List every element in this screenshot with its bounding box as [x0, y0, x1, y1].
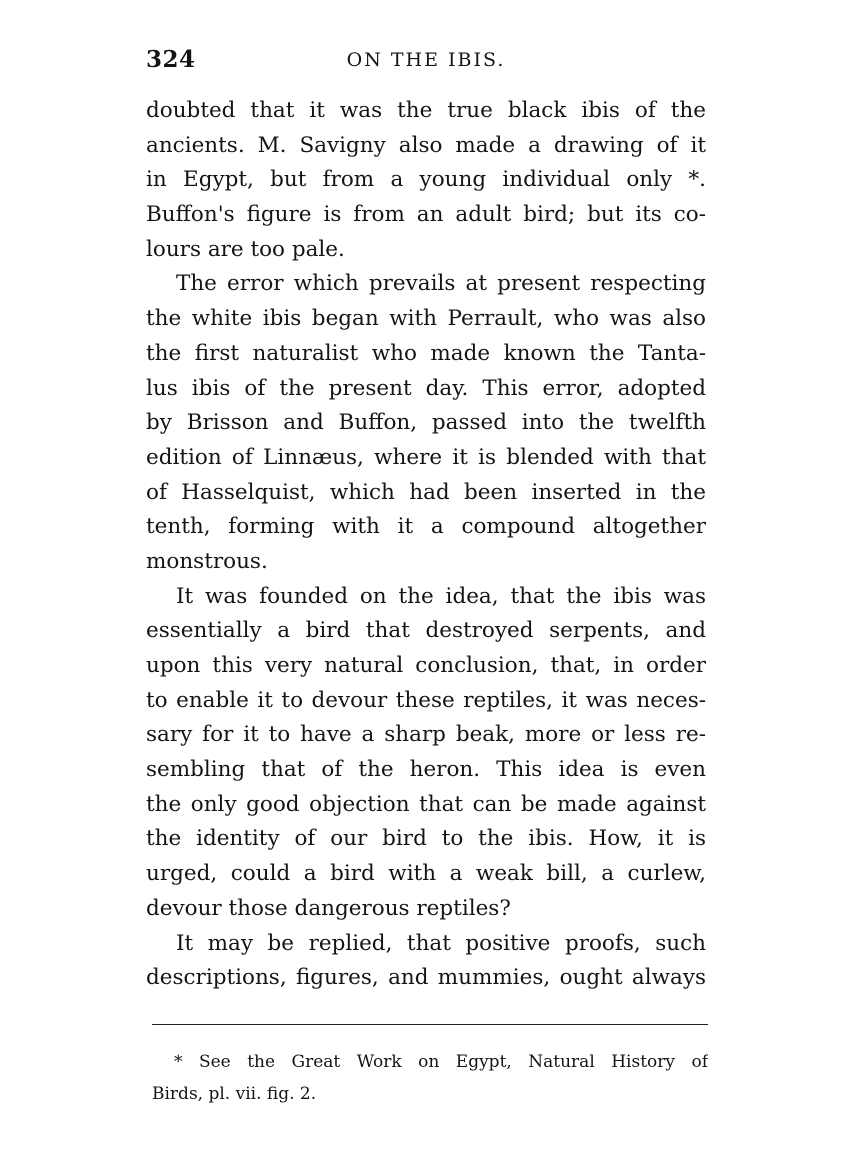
text-line: tenth, forming with it a compound altogether: [146, 514, 706, 540]
text-line: It may be replied, that positive proofs, such: [176, 930, 706, 956]
footnote-rule: [152, 1024, 708, 1025]
running-title: ON THE IBIS.: [346, 49, 506, 71]
text-line: sembling that of the heron. This idea is even: [146, 757, 706, 783]
footnote-line: * See the Great Work on Egypt, Natural History of: [174, 1052, 708, 1072]
text-line: upon this very natural conclusion, that, in order: [146, 653, 706, 678]
text-line: the white ibis began with Perrault, who was also: [146, 306, 706, 332]
running-head: [146, 40, 706, 80]
text-line: edition of Linnæus, where it is blended with that: [146, 444, 706, 470]
text-line: to enable it to devour these reptiles, it was neces-: [146, 687, 706, 713]
text-line: doubted that it was the true black ibis of the: [146, 98, 706, 123]
text-line: essentially a bird that destroyed serpents, and: [146, 618, 706, 644]
footnote: [152, 1046, 708, 1110]
text-line: the identity of our bird to the ibis. How, it is: [146, 826, 706, 852]
footnote-line: Birds, pl. vii. fig. 2.: [152, 1084, 317, 1104]
text-line: urged, could a bird with a weak bill, a curlew,: [146, 861, 706, 887]
page-number: 324: [146, 46, 196, 73]
text-line: Buffon's figure is from an adult bird; but its co-: [146, 202, 706, 228]
text-line: in Egypt, but from a young individual only *.: [146, 167, 706, 193]
text-line: lours are too pale.: [146, 236, 345, 262]
text-line: descriptions, figures, and mummies, ought always: [146, 965, 706, 991]
text-line: devour those dangerous reptiles?: [146, 895, 511, 921]
text-line: by Brisson and Buffon, passed into the twelfth: [146, 410, 706, 436]
text-line: of Hasselquist, which had been inserted in the: [146, 479, 706, 505]
text-line: sary for it to have a sharp beak, more or less re-: [146, 722, 706, 748]
text-line: lus ibis of the present day. This error, adopted: [146, 375, 706, 401]
text-line: the only good objection that can be made against: [146, 791, 706, 817]
text-line: ancients. M. Savigny also made a drawing of it: [146, 132, 706, 158]
body-text: [146, 94, 706, 996]
text-line: The error which prevails at present respecting: [176, 271, 706, 297]
text-line: monstrous.: [146, 548, 268, 574]
text-line: It was founded on the idea, that the ibis was: [176, 583, 706, 609]
text-line: the first naturalist who made known the Tanta-: [146, 340, 706, 366]
